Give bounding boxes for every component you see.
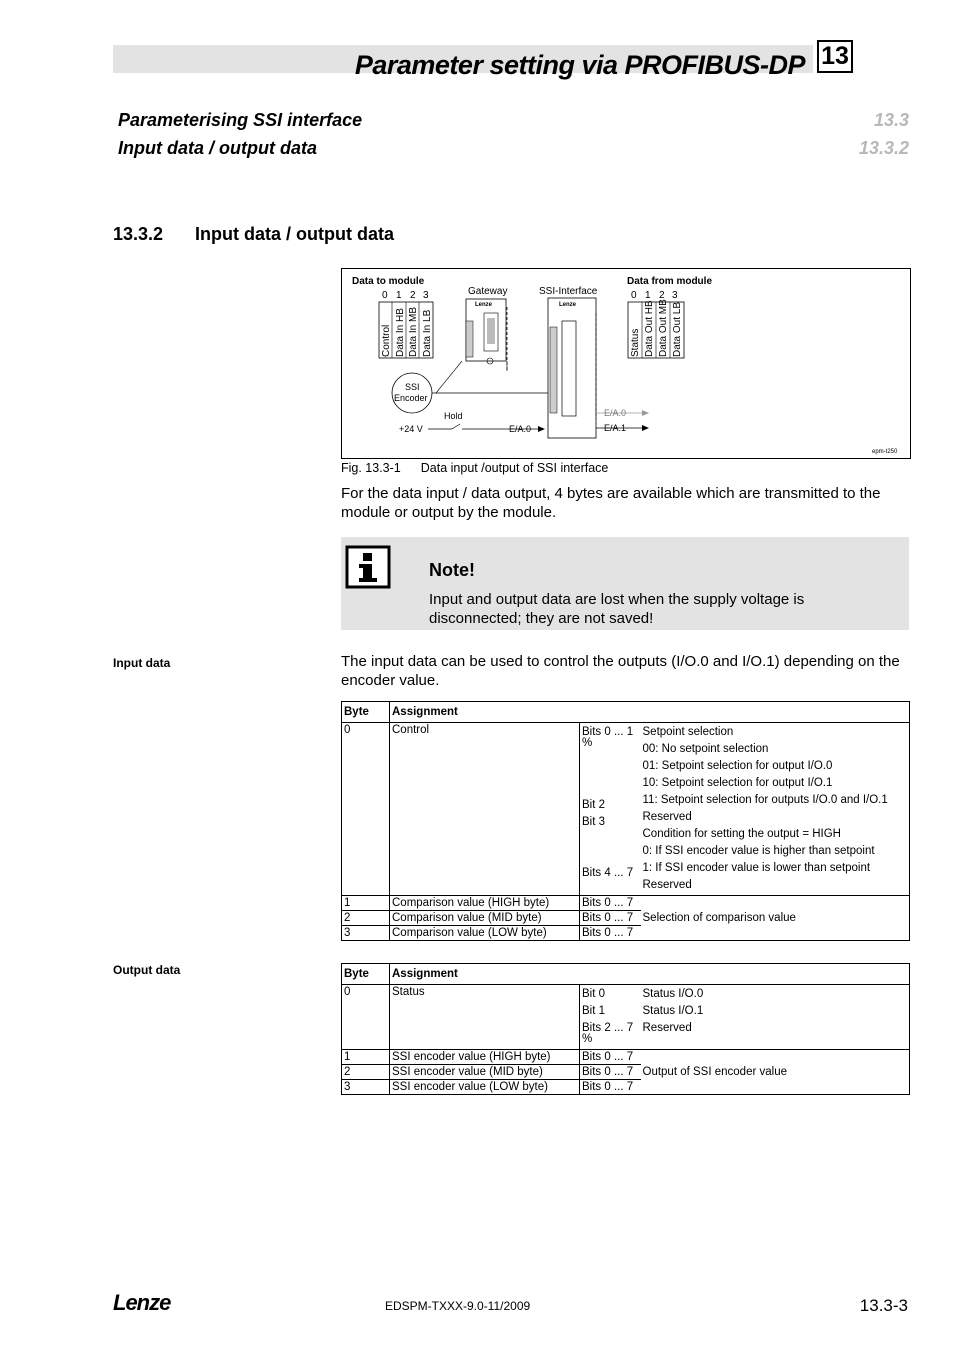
hold-label: Hold xyxy=(444,411,463,421)
bits-line: Bit 2 xyxy=(582,799,606,811)
bits-line xyxy=(582,831,639,848)
in-byte-0: 0 xyxy=(382,290,388,301)
gateway-label: Gateway xyxy=(468,286,508,297)
bits-line: Bit 1 xyxy=(582,1005,606,1017)
bits-line: % xyxy=(582,1033,593,1045)
desc-line: 0: If SSI encoder value is higher than setpoint xyxy=(642,845,875,857)
bits-line: Bit 0 xyxy=(582,988,606,1000)
name-cell: Status xyxy=(390,985,580,1050)
bits-line xyxy=(582,752,639,763)
byte-cell: 1 xyxy=(342,1050,390,1065)
in-byte-3: 3 xyxy=(423,290,429,301)
figure-caption xyxy=(341,461,608,475)
header-byte: Byte xyxy=(342,964,390,985)
in-label-mb: Data In MB xyxy=(408,306,419,357)
desc-line: Setpoint selection xyxy=(642,726,734,738)
lenze-logo: Lenze xyxy=(113,1290,171,1315)
input-paragraph: The input data can be used to control the outputs (I/O.0 and I/O.1) depending on the encoder value. xyxy=(341,653,900,689)
bits-line: Bit 3 xyxy=(582,816,606,828)
bits-line xyxy=(582,763,639,780)
byte-cell: 2 xyxy=(342,911,390,926)
ea0-out-label: E/A.0 xyxy=(604,408,627,418)
info-icon xyxy=(345,545,391,589)
bits-cell: Bits 0 ... 7 xyxy=(580,911,641,926)
subheading-2: Input data / output data xyxy=(118,138,317,158)
bits-cell: Bits 0 ... 7 xyxy=(580,896,641,911)
table-row xyxy=(342,1050,910,1065)
out-byte-2: 2 xyxy=(659,290,665,301)
header-byte: Byte xyxy=(342,702,390,723)
name-cell: Comparison value (HIGH byte) xyxy=(390,896,580,911)
desc-line: Status I/O.1 xyxy=(642,1005,704,1017)
bits-line: Bits 2 ... 7 xyxy=(582,1022,634,1034)
in-label-hb: Data In HB xyxy=(395,308,406,357)
in-label-lb: Data In LB xyxy=(422,309,433,357)
byte-cell: 0 xyxy=(342,985,390,1050)
subheading-1-number: 13.3 xyxy=(873,110,909,130)
section-heading xyxy=(113,224,394,245)
desc-line: 10: Setpoint selection for output I/O.1 xyxy=(642,777,833,789)
ssi-lenze: Lenze xyxy=(559,302,577,308)
out-byte-0: 0 xyxy=(631,290,637,301)
out-label-mb: Data Out MB xyxy=(658,299,669,357)
figure-code: epm-t250 xyxy=(872,449,898,455)
output-data-label: Output data xyxy=(113,963,181,977)
caption-text: Data input /output of SSI interface xyxy=(420,461,609,475)
bits-line xyxy=(582,848,639,865)
ssi-interface-label: SSI-Interface xyxy=(539,286,598,297)
out-label-hb: Data Out HB xyxy=(644,300,655,357)
data-to-module-label: Data to module xyxy=(352,276,425,287)
desc-line: Condition for setting the output = HIGH xyxy=(642,828,841,840)
ea0-in-label: E/A.0 xyxy=(509,424,532,434)
desc-line: 11: Setpoint selection for outputs I/O.0 and I/O.1 xyxy=(642,794,888,806)
data-from-module-label: Data from module xyxy=(627,276,713,287)
encoder-line1: SSI xyxy=(405,382,420,392)
gateway-lenze: Lenze xyxy=(475,302,493,308)
v24-label: +24 V xyxy=(399,424,423,434)
bits-line: Bits 4 ... 7 xyxy=(582,867,634,879)
figure-ssi-diagram xyxy=(341,268,911,459)
in-byte-2: 2 xyxy=(410,290,416,301)
out-byte-3: 3 xyxy=(672,290,678,301)
subheading-2-number: 13.3.2 xyxy=(858,138,909,158)
in-label-control: Control xyxy=(381,324,392,357)
page-number: 13.3-3 xyxy=(859,1296,908,1315)
note-text: Input and output data are lost when the supply voltage is disconnected; they are not saved! xyxy=(429,591,805,627)
intro-paragraph: For the data input / data output, 4 bytes are available which are transmitted to the module or output by the module. xyxy=(341,485,881,521)
desc-line: Reserved xyxy=(642,811,692,823)
chapter-number: 13 xyxy=(817,40,853,73)
desc-line: 00: No setpoint selection xyxy=(642,743,769,755)
in-byte-1: 1 xyxy=(396,290,402,301)
name-cell: SSI encoder value (MID byte) xyxy=(390,1065,580,1080)
section-title: Input data / output data xyxy=(195,224,394,244)
desc-line: Reserved xyxy=(642,879,692,891)
desc-line: Reserved xyxy=(642,1022,692,1034)
section-number: 13.3.2 xyxy=(113,224,164,244)
desc-cell: Selection of comparison value xyxy=(641,896,910,941)
bits-line xyxy=(582,780,639,797)
byte-cell: 3 xyxy=(342,1080,390,1095)
output-data-table xyxy=(341,963,910,1095)
bits-cell: Bits 0 ... 7 xyxy=(580,926,641,941)
out-label-status: Status xyxy=(630,328,641,357)
ea1-out-label: E/A.1 xyxy=(604,423,627,433)
page-title: Parameter setting via PROFIBUS-DP xyxy=(354,50,805,80)
header-assignment: Assignment xyxy=(390,702,910,723)
subheading-1: Parameterising SSI interface xyxy=(118,110,363,130)
caption-number: Fig. 13.3-1 xyxy=(341,461,401,475)
header-assignment: Assignment xyxy=(390,964,910,985)
desc-cell: Output of SSI encoder value xyxy=(641,1050,910,1095)
byte-cell: 0 xyxy=(342,723,390,896)
desc-cell xyxy=(641,723,910,896)
name-cell: SSI encoder value (HIGH byte) xyxy=(390,1050,580,1065)
out-label-lb: Data Out LB xyxy=(672,301,683,357)
desc-line: Status I/O.0 xyxy=(642,988,704,1000)
byte-cell: 2 xyxy=(342,1065,390,1080)
document-id: EDSPM-TXXX-9.0-11/2009 xyxy=(385,1299,531,1313)
diagram-svg xyxy=(342,269,910,458)
table-header xyxy=(342,964,910,985)
desc-line: 01: Setpoint selection for output I/O.0 xyxy=(642,760,833,772)
name-cell: Comparison value (LOW byte) xyxy=(390,926,580,941)
table-row xyxy=(342,723,910,896)
name-cell: Control xyxy=(390,723,580,896)
name-cell: Comparison value (MID byte) xyxy=(390,911,580,926)
desc-line: 1: If SSI encoder value is lower than setpoint xyxy=(642,862,871,874)
table-row xyxy=(342,985,910,1050)
byte-cell: 3 xyxy=(342,926,390,941)
input-data-table xyxy=(341,701,910,941)
bits-cell: Bits 0 ... 7 xyxy=(580,1050,641,1065)
input-data-label: Input data xyxy=(113,656,171,670)
desc-cell xyxy=(641,985,910,1050)
bits-cell xyxy=(580,723,641,896)
out-byte-1: 1 xyxy=(645,290,651,301)
table-header xyxy=(342,702,910,723)
note-title: Note! xyxy=(429,560,475,580)
bits-line: % xyxy=(582,737,593,749)
encoder-line2: Encoder xyxy=(394,393,428,403)
bits-cell xyxy=(580,985,641,1050)
bits-cell: Bits 0 ... 7 xyxy=(580,1080,641,1095)
table-row xyxy=(342,896,910,911)
byte-cell: 1 xyxy=(342,896,390,911)
name-cell: SSI encoder value (LOW byte) xyxy=(390,1080,580,1095)
bits-cell: Bits 0 ... 7 xyxy=(580,1065,641,1080)
bits-line: Bits 0 ... 1 xyxy=(582,726,634,738)
